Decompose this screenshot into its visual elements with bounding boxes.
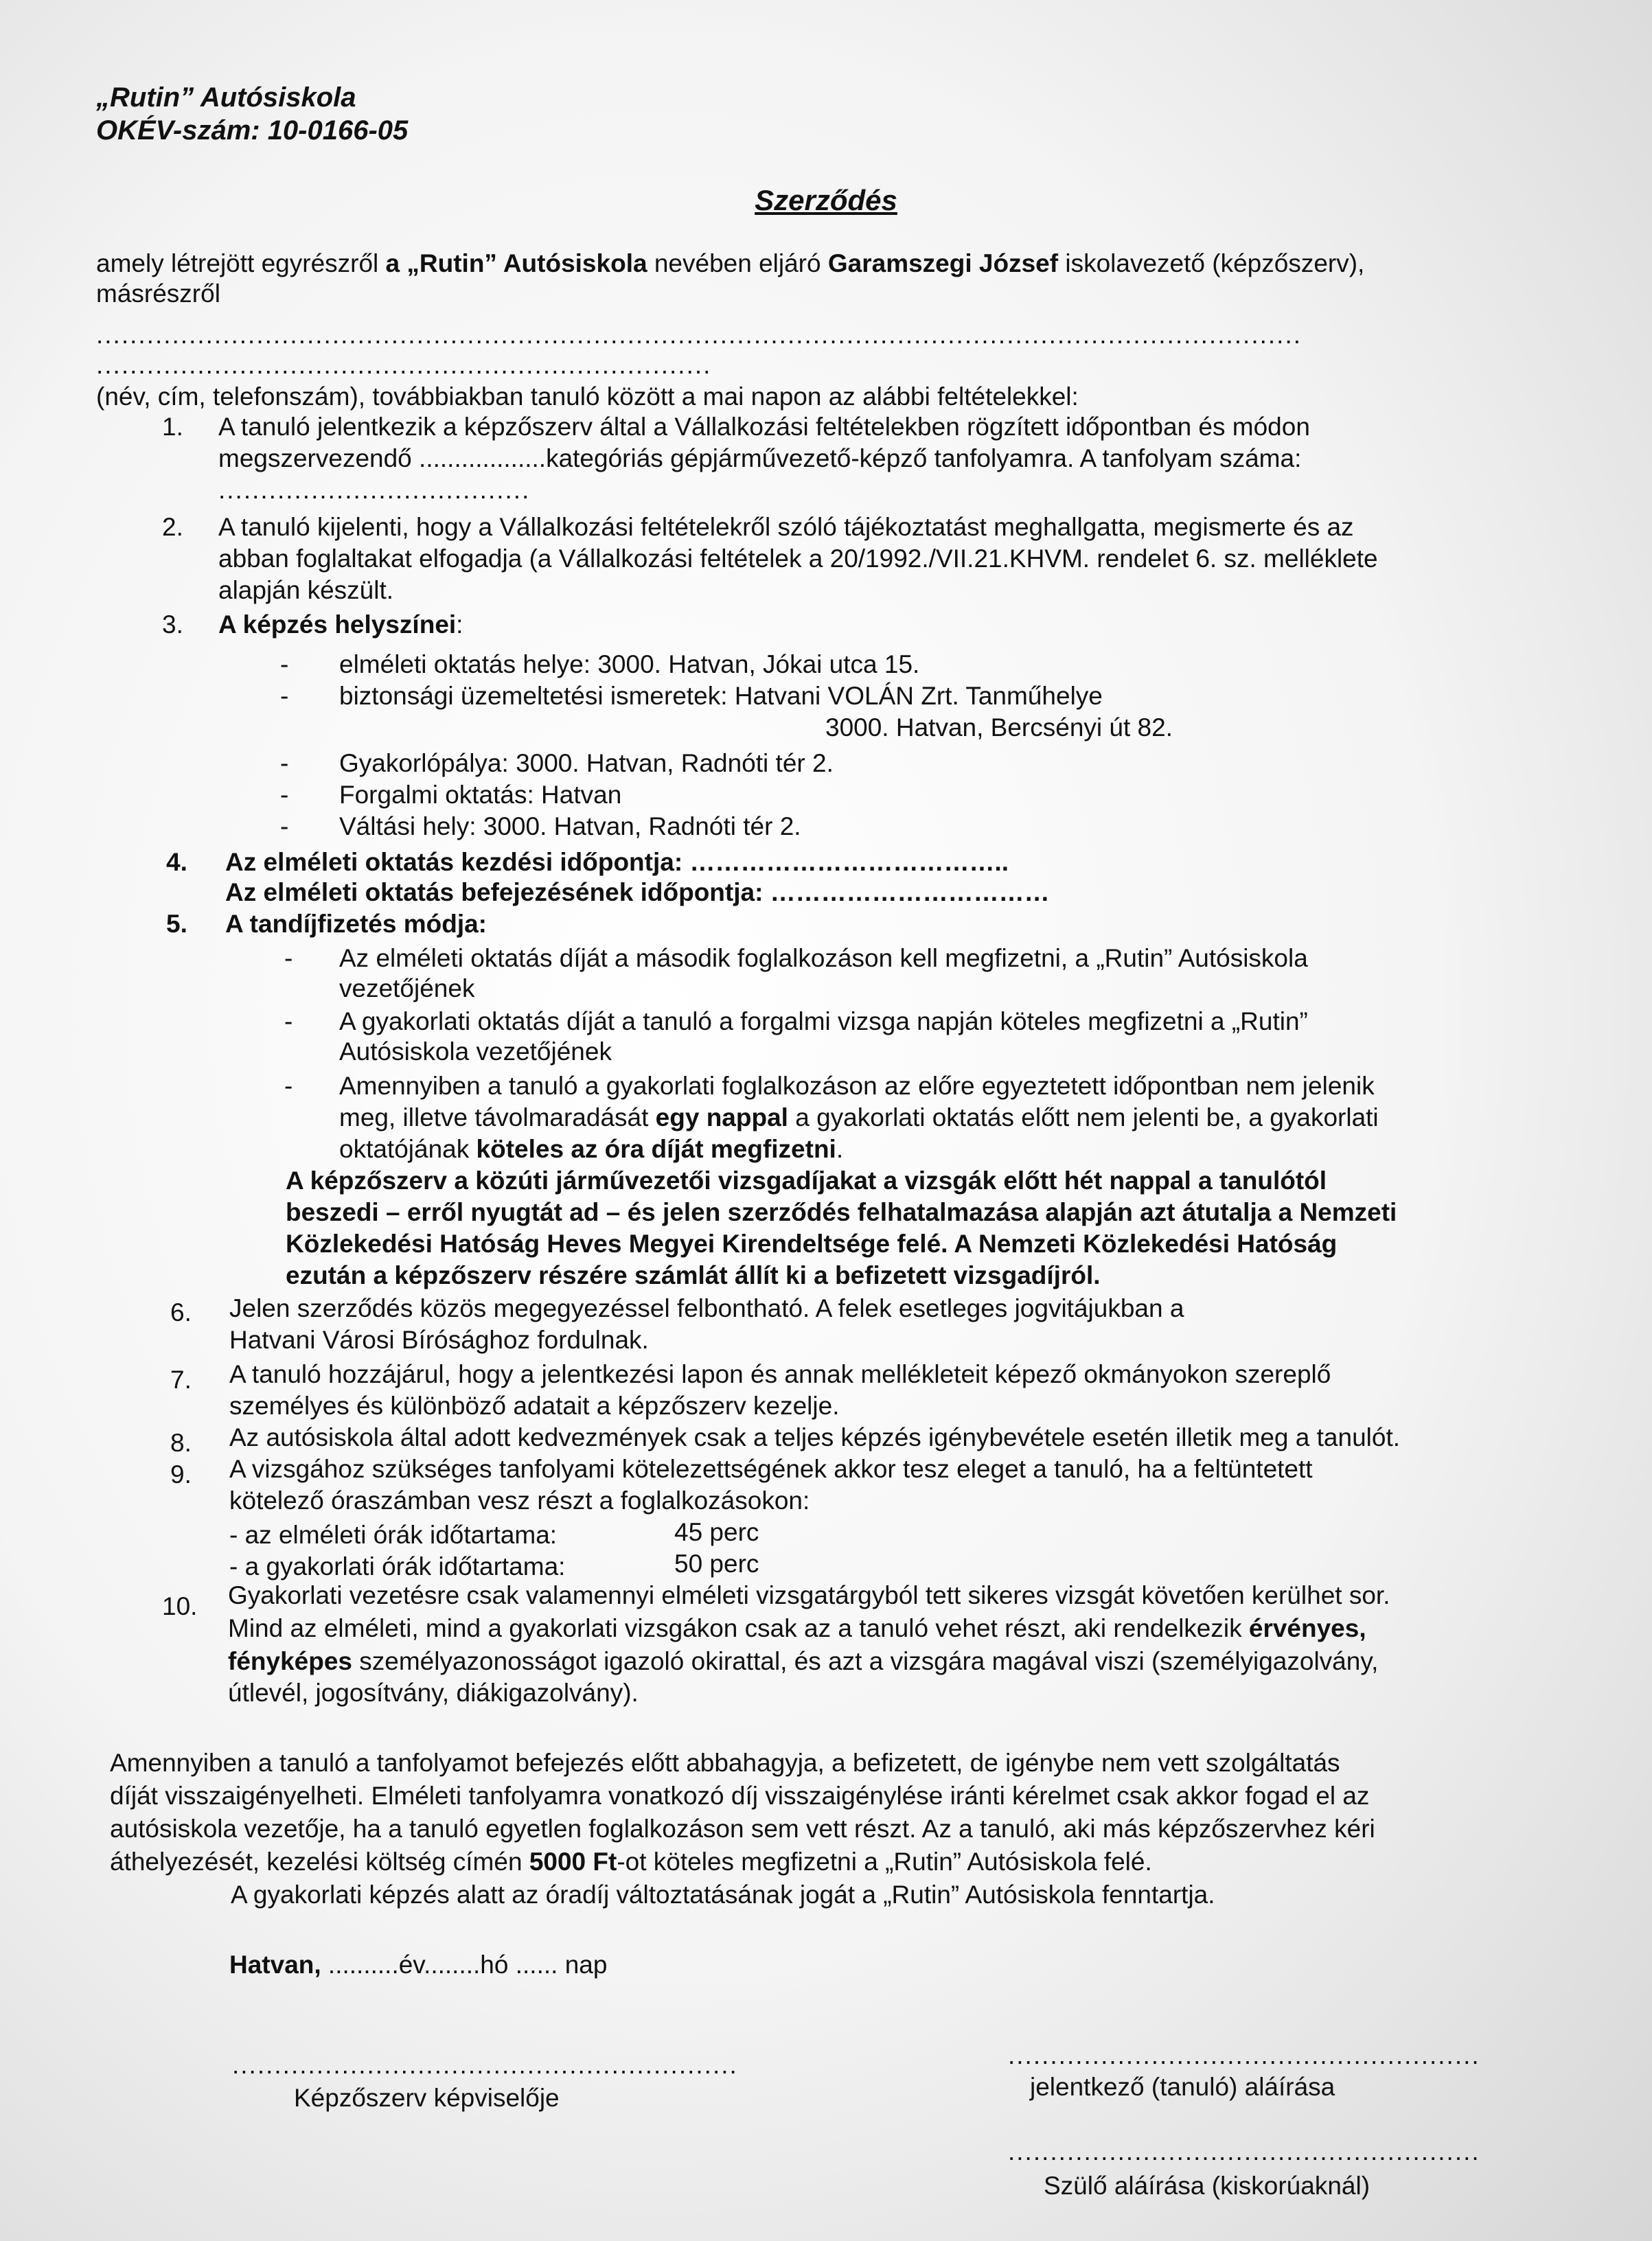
item-6-line-1: Jelen szerződés közös megegyezéssel felbontható. A felek esetleges jogvitájukban a: [229, 1294, 1184, 1322]
intro-line-3: (név, cím, telefonszám), továbbiakban tanuló között a mai napon az alábbi feltételekkel:: [96, 382, 1079, 411]
text-span: meg, illetve távolmaradását: [339, 1103, 656, 1131]
text-span: Mind az elméleti, mind a gyakorlati vizsgákon csak az a tanuló vehet részt, aki rendelkezik: [228, 1614, 1249, 1642]
item-number: 9.: [170, 1460, 192, 1489]
place-date-line: [229, 1950, 607, 1980]
text-span: -ot köteles megfizetni a „Rutin” Autósiskola felé.: [617, 1848, 1152, 1876]
fee-absence-line-2: [339, 1103, 1379, 1133]
theory-start-date: Az elméleti oktatás kezdési időpontja: ………………………………..: [225, 848, 1009, 876]
intro-director: Garamszegi József: [827, 249, 1059, 277]
item-3-title: [218, 610, 463, 640]
list-dash: -: [280, 749, 289, 777]
item-9-line-2: kötelező óraszámban vesz részt a foglalkozásokon:: [229, 1486, 810, 1515]
document-title: Szerződés: [755, 184, 897, 216]
signature-place: Hatvan,: [229, 1951, 321, 1979]
item-8-line-1: Az autósiskola által adott kedvezmények csak a teljes képzés igénybevétele esetén illetik meg a tanulót.: [229, 1423, 1401, 1451]
item-2-line-3: alapján készült.: [218, 576, 394, 604]
item-9-line-1: A vizsgához szükséges tanfolyami kötelezettségének akkor tesz eleget a tanuló, ha a feltüntetett: [229, 1455, 1313, 1483]
list-dash: -: [280, 812, 289, 840]
fee-amount: 5000 Ft: [529, 1848, 617, 1876]
fee-practice-line-2: Autósiskola vezetőjének: [339, 1037, 612, 1066]
item-6-line-2: Hatvani Városi Bírósághoz fordulnak.: [229, 1326, 649, 1354]
list-dash: -: [284, 1072, 293, 1100]
item-10-line-4: útlevél, jogosítvány, diákigazolvány).: [228, 1679, 639, 1707]
item-number: 7.: [170, 1366, 192, 1394]
location-safety: biztonsági üzemeltetési ismeretek: Hatvani VOLÁN Zrt. Tanműhelye: [339, 682, 1103, 710]
student-signature-label: jelentkező (tanuló) aláírása: [1030, 2073, 1335, 2101]
exam-fee-line-3: Közlekedési Hatóság Heves Megyei Kirendeltsége felé. A Nemzeti Közlekedési Hatóság: [286, 1230, 1338, 1258]
student-address-fill-line: .........................................................................: [96, 351, 712, 379]
location-theory: elméleti oktatás helye: 3000. Hatvan, Jókai utca 15.: [339, 650, 920, 678]
theory-end-date: Az elméleti oktatás befejezésének időpontja: ……………………………: [225, 878, 1050, 906]
item-1-line-2: megszervezendő ..................kategóriás gépjárművezető-képző tanfolyamra. A tanfolyam száma:: [218, 444, 1302, 472]
student-name-fill-line: ...............................................................................................................................................: [96, 321, 1303, 349]
intro-line-1: [96, 249, 1364, 279]
text-span: személyazonosságot igazoló okirattal, és azt a vizsgára magával viszi (személyigazolvány,: [352, 1647, 1379, 1675]
text-span-bold: érvényes,: [1248, 1614, 1366, 1642]
item-3-heading: A képzés helyszínei: [218, 610, 457, 639]
item-10-line-1: Gyakorlati vezetésre csak valamennyi elméleti vizsgatárgyból tett sikeres vizsgát követően kerülhet sor.: [228, 1581, 1390, 1609]
closing-line-4: [110, 1847, 1152, 1877]
item-number: 2.: [162, 513, 183, 541]
fee-absence-line-1: Amennyiben a tanuló a gyakorlati foglalkozáson az előre egyeztetett időpontban nem jelenik: [339, 1072, 1375, 1100]
item-1-line-1: A tanuló jelentkezik a képzőszerv által a Vállalkozási feltételekben rögzített időpontban és módon: [218, 413, 1310, 441]
fee-theory-line-2: vezetőjének: [339, 974, 475, 1002]
text-span: áthelyezését, kezelési költség címén: [110, 1848, 529, 1876]
student-signature-line: ........................................................: [1008, 2041, 1480, 2069]
item-2-line-2: abban foglaltakat elfogadja (a Vállalkozási feltételek a 20/1992./VII.21.KHVM. rendelet 6. sz. melléklete: [218, 544, 1378, 573]
location-traffic: Forgalmi oktatás: Hatvan: [339, 781, 622, 809]
intro-text: nevében eljáró: [647, 249, 828, 277]
exam-fee-line-1: A képzőszerv a közúti járművezetői vizsgadíjakat a vizsgák előtt hét nappal a tanulótól: [286, 1167, 1327, 1195]
location-safety-address: 3000. Hatvan, Bercsényi út 82.: [825, 713, 1173, 742]
fee-absence-line-3: [339, 1134, 843, 1164]
parent-signature-line: ........................................................: [1008, 2137, 1480, 2165]
location-practice-track: Gyakorlópálya: 3000. Hatvan, Radnóti tér 2.: [339, 749, 834, 777]
item-number: 5.: [166, 910, 187, 938]
text-span: .: [836, 1135, 844, 1163]
item-10-line-3: [228, 1646, 1378, 1677]
item-number: 10.: [162, 1592, 198, 1620]
item-number: 8.: [170, 1429, 192, 1457]
item-number: 3.: [162, 610, 183, 639]
text-span-bold: egy nappal: [655, 1103, 788, 1131]
practice-lesson-duration-label: - a gyakorlati órák időtartama:: [229, 1552, 566, 1581]
theory-lesson-duration: 45 perc: [674, 1518, 759, 1546]
school-signature-line: ............................................................: [232, 2051, 738, 2079]
practice-lesson-duration: 50 perc: [674, 1550, 759, 1578]
list-dash: -: [280, 682, 289, 710]
list-dash: -: [284, 944, 293, 972]
item-5-title: A tandíjfizetés módja:: [225, 910, 487, 938]
item-7-line-2: személyes és különböző adatait a képzőszerv kezelje.: [229, 1392, 840, 1420]
location-exchange: Váltási hely: 3000. Hatvan, Radnóti tér 2.: [339, 812, 801, 840]
course-number-fill-line: .....................................: [218, 476, 531, 504]
closing-line-3: autósiskola vezetője, ha a tanuló egyetlen foglalkozáson sem vett részt. Az a tanuló, aki más képzőszervhez kéri: [110, 1815, 1375, 1843]
item-number: 4.: [166, 848, 187, 876]
parent-signature-label: Szülő aláírása (kiskorúaknál): [1044, 2172, 1370, 2200]
exam-fee-line-2: beszedi – erről nyugtát ad – és jelen szerződés felhatalmazása alapján azt átutalja a Nemzeti: [286, 1198, 1397, 1226]
list-dash: -: [280, 650, 289, 678]
theory-lesson-duration-label: - az elméleti órák időtartama:: [229, 1521, 558, 1549]
closing-line-1: Amennyiben a tanuló a tanfolyamot befejezés előtt abbahagyja, a befizetett, de igénybe nem vett szolgáltatás: [110, 1749, 1340, 1777]
fee-theory-line-1: Az elméleti oktatás díját a második foglalkozáson kell megfizetni, a „Rutin” Autósiskola: [339, 944, 1308, 972]
school-representative-label: Képzőszerv képviselője: [294, 2084, 560, 2112]
item-7-line-1: A tanuló hozzájárul, hogy a jelentkezési lapon és annak mellékleteit képező okmányokon szereplő: [229, 1360, 1331, 1388]
intro-line-2: másrészről: [96, 279, 220, 308]
text-span: oktatójának: [339, 1135, 477, 1163]
item-10-line-2: [228, 1613, 1366, 1644]
text-span: a gyakorlati oktatás előtt nem jelenti be, a gyakorlati: [788, 1103, 1379, 1131]
exam-fee-line-4: ezután a képzőszerv részére számlát állít ki a befizetett vizsgadíjról.: [286, 1261, 1101, 1289]
list-dash: -: [280, 781, 289, 809]
text-span-bold: fényképes: [228, 1647, 352, 1675]
item-number: 1.: [162, 413, 183, 441]
school-name: „Rutin” Autósiskola: [96, 82, 356, 113]
okev-number: OKÉV-szám: 10-0166-05: [96, 115, 409, 146]
list-dash: -: [284, 1007, 293, 1035]
item-2-line-1: A tanuló kijelenti, hogy a Vállalkozási feltételekről szóló tájékoztatást meghallgatta, megismerte és az: [218, 513, 1354, 541]
intro-text: amely létrejött egyrészről: [96, 249, 386, 277]
intro-text: iskolavezető (képzőszerv),: [1058, 249, 1365, 277]
closing-line-5: A gyakorlati képzés alatt az óradíj változtatásának jogát a „Rutin” Autósiskola fenntartja.: [231, 1881, 1215, 1909]
item-number: 6.: [170, 1298, 192, 1326]
text-span-bold: köteles az óra díját megfizetni: [476, 1135, 836, 1163]
signature-date-fill: ..........év........hó ...... nap: [321, 1951, 608, 1979]
closing-line-2: díját visszaigényelheti. Elméleti tanfolyamra vonatkozó díj visszaigénylése iránti kérelmet csak akkor fogad el az: [110, 1782, 1370, 1810]
fee-practice-line-1: A gyakorlati oktatás díját a tanuló a forgalmi vizsga napján köteles megfizetni a „Rutin”: [339, 1007, 1308, 1035]
intro-school: a „Rutin” Autósiskola: [385, 249, 647, 277]
item-3-colon: :: [456, 610, 463, 639]
